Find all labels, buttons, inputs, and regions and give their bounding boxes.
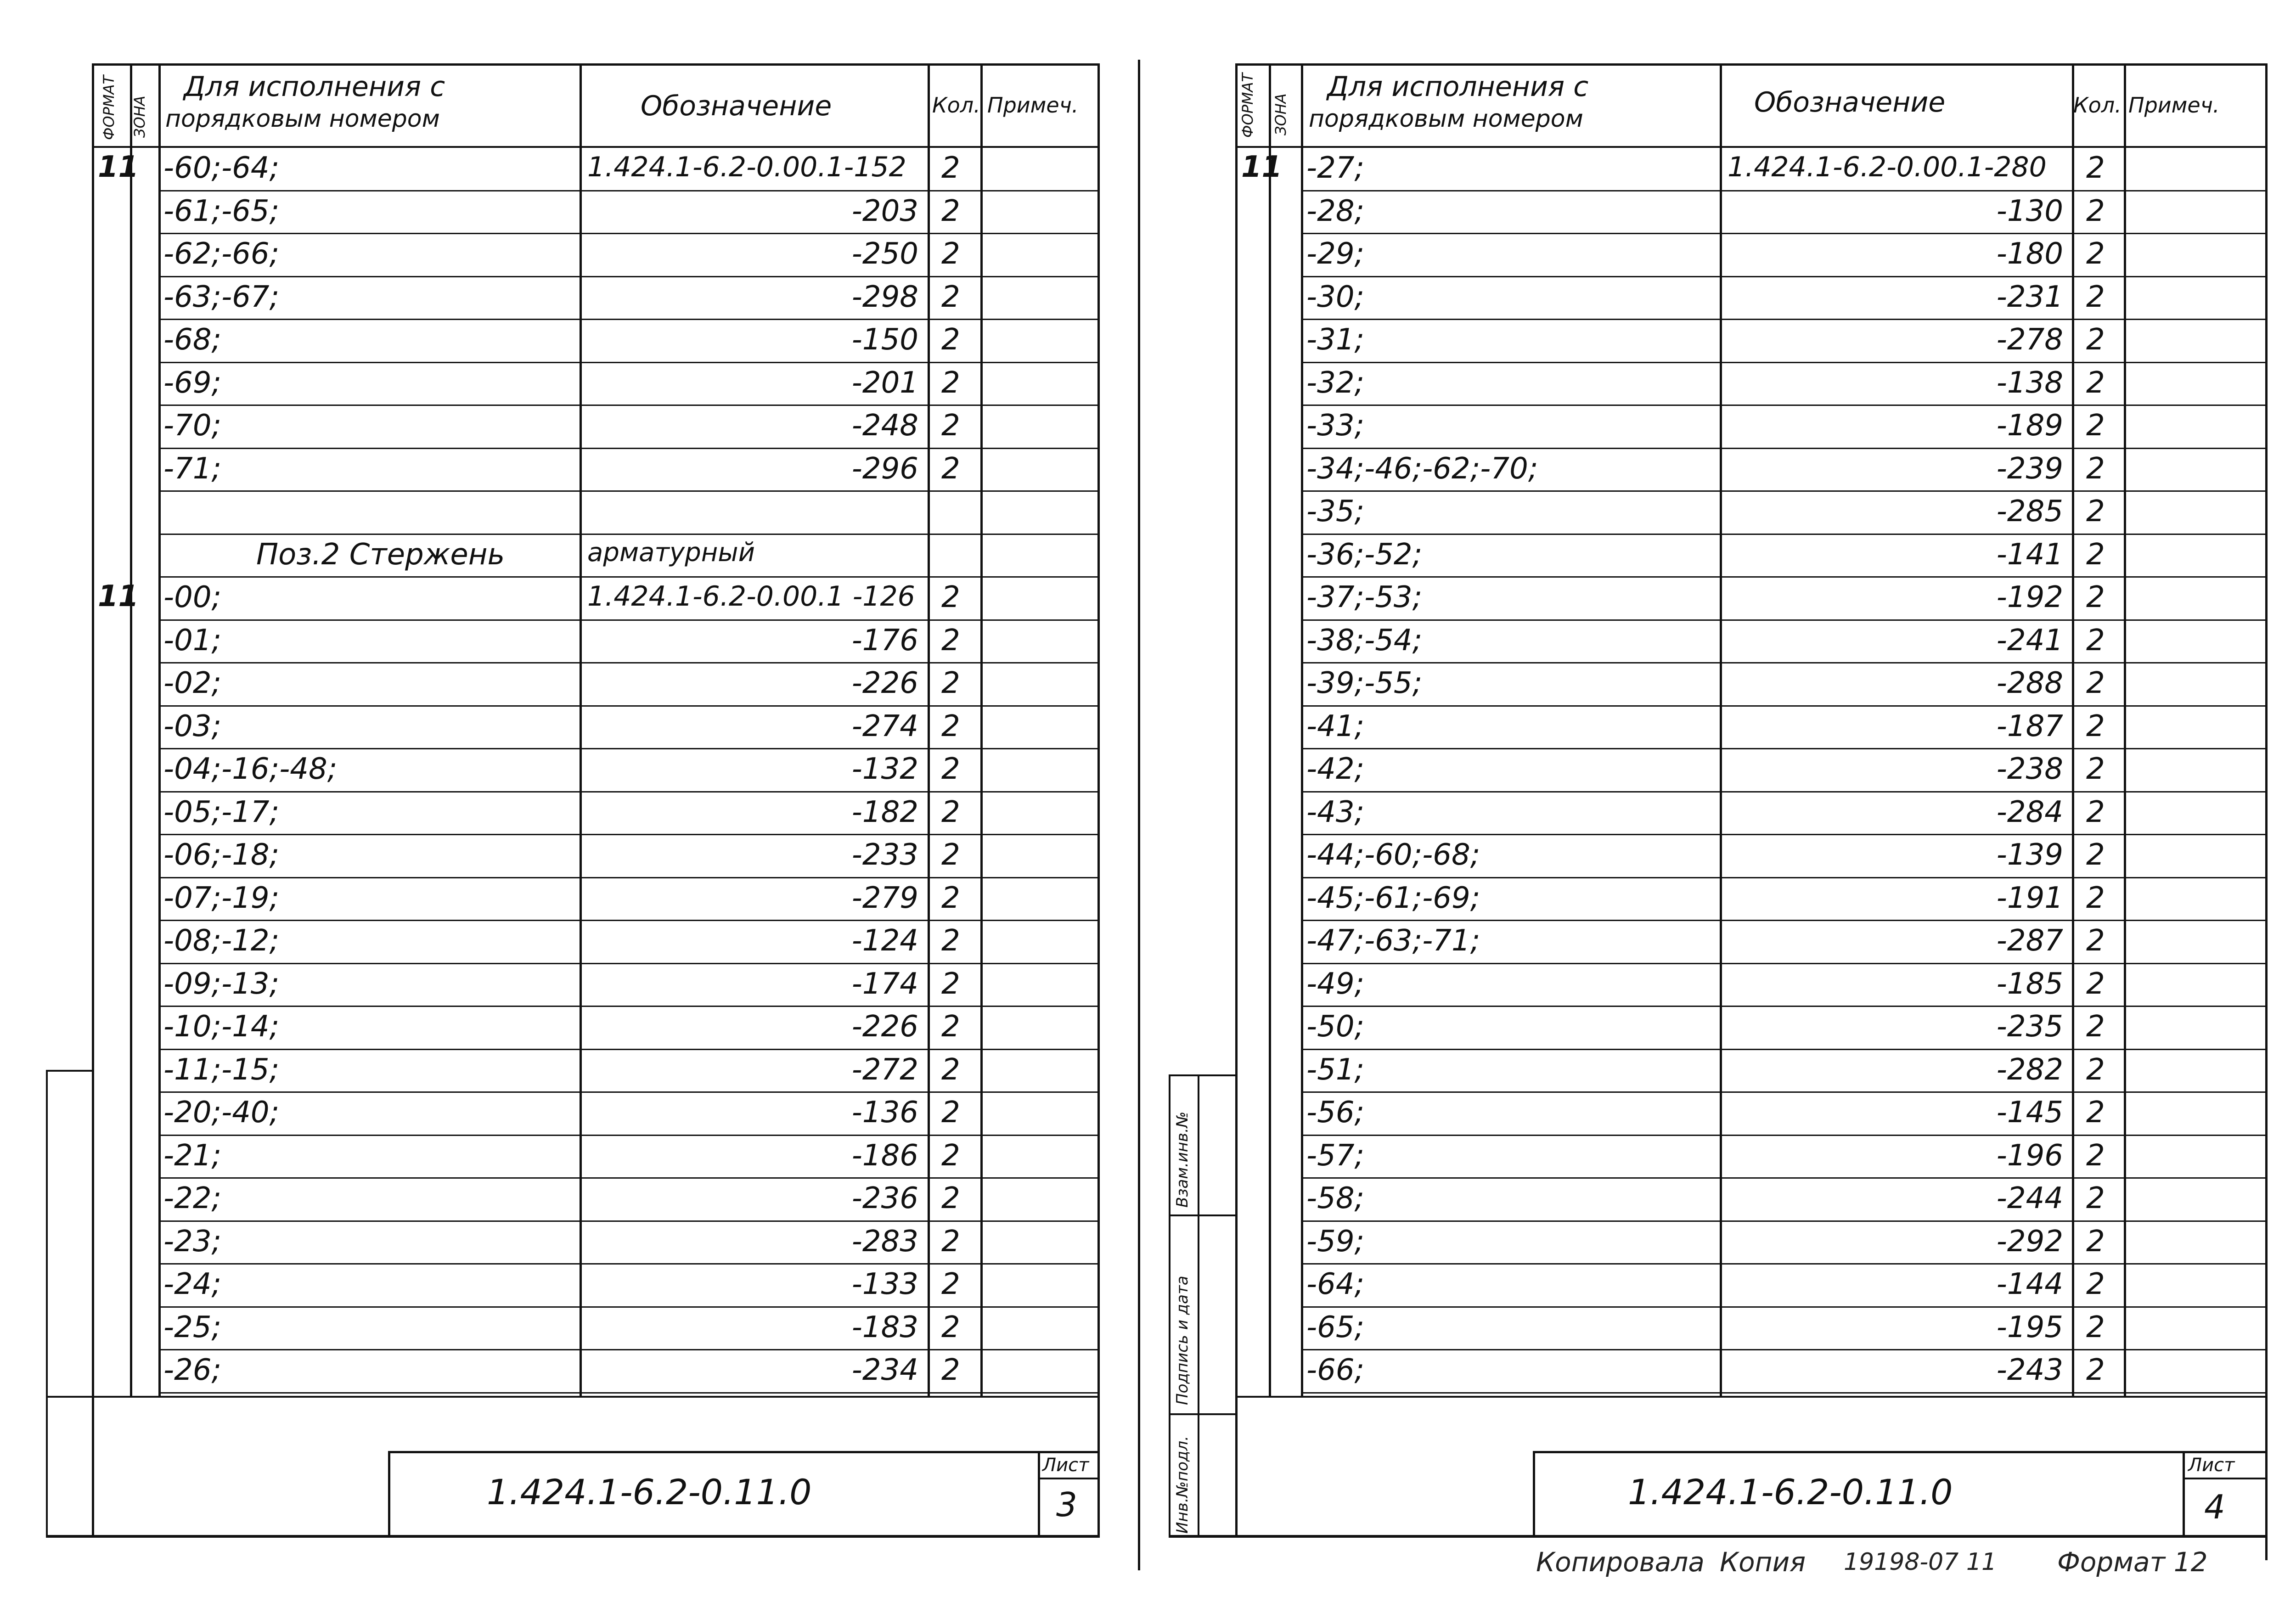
cell-qty: 2 (2086, 323, 2105, 357)
row-separator (1301, 877, 2268, 878)
cell-execution: -61;-65; (163, 194, 280, 228)
cell-qty: 2 (2086, 709, 2105, 743)
cell-designation: -185 (1996, 967, 2063, 1001)
cell-execution: -10;-14; (163, 1010, 280, 1044)
right-col-line-designation (2072, 63, 2074, 1397)
left-header-zone: ЗОНА (131, 96, 148, 138)
left-sheet-number: 3 (1056, 1485, 1077, 1524)
cell-qty: 2 (2086, 537, 2105, 572)
cell-designation: -139 (1996, 838, 2063, 872)
cell-designation: -192 (1996, 580, 2063, 614)
cell-execution: -01; (163, 623, 222, 658)
cell-execution: -27; (1306, 151, 1365, 185)
cell-qty: 2 (2086, 752, 2105, 786)
cell-execution: -58; (1306, 1181, 1365, 1215)
cell-execution: -47;-63;-71; (1306, 924, 1480, 958)
footer-copy: Копия (1720, 1546, 1806, 1578)
right-binding-strip-mid (1198, 1074, 1199, 1537)
cell-execution: -11;-15; (163, 1052, 280, 1087)
cell-execution: -09;-13; (163, 967, 280, 1001)
cell-designation: -130 (1996, 194, 2063, 228)
cell-execution: -28; (1306, 194, 1365, 228)
cell-designation: -226 (851, 666, 918, 700)
row-separator (1301, 748, 2268, 749)
cell-execution: -71; (163, 451, 222, 486)
cell-designation: -132 (851, 752, 918, 786)
cell-qty: 2 (941, 623, 960, 658)
cell-execution: -23; (163, 1224, 222, 1259)
cell-designation: 1.424.1-6.2-0.00.1 -126 (587, 580, 915, 613)
cell-qty: 2 (2086, 580, 2105, 614)
cell-designation: -124 (851, 924, 918, 958)
cell-designation: -243 (1996, 1353, 2063, 1387)
cell-execution: -24; (163, 1267, 222, 1301)
cell-qty: 2 (941, 451, 960, 486)
cell-designation: -203 (851, 194, 918, 228)
cell-qty: 2 (941, 1052, 960, 1087)
cell-qty: 2 (2086, 194, 2105, 228)
cell-qty: 2 (941, 194, 960, 228)
cell-designation: -183 (851, 1310, 918, 1344)
cell-execution: -56; (1306, 1096, 1365, 1130)
cell-execution: -39;-55; (1306, 666, 1423, 700)
cell-qty: 2 (2086, 924, 2105, 958)
cell-designation: -233 (851, 838, 918, 872)
row-separator (1301, 834, 2268, 835)
cell-qty: 2 (941, 838, 960, 872)
cell-designation: -283 (851, 1224, 918, 1259)
cell-designation: -234 (851, 1353, 918, 1387)
cell-execution: -02; (163, 666, 222, 700)
cell-designation: -182 (851, 795, 918, 829)
cell-qty: 2 (941, 1353, 960, 1387)
cell-execution: -70; (163, 409, 222, 443)
cell-execution: -03; (163, 709, 222, 743)
right-stamp-sheet-divider (2183, 1451, 2185, 1537)
right-binding-top (1169, 1074, 1238, 1076)
cell-designation: -186 (851, 1138, 918, 1173)
cell-designation: -284 (1996, 795, 2063, 829)
row-separator (1301, 319, 2268, 320)
cell-designation: -133 (851, 1267, 918, 1301)
cell-execution: -44;-60;-68; (1306, 838, 1480, 872)
cell-designation: -201 (851, 365, 918, 400)
cell-designation: -176 (851, 623, 918, 658)
right-col-line-qty (2124, 63, 2126, 1397)
cell-qty: 2 (941, 323, 960, 357)
cell-qty: 2 (2086, 237, 2105, 271)
cell-designation: -298 (851, 280, 918, 314)
cell-designation: -274 (851, 709, 918, 743)
right-sheet-outer-top-line (1235, 63, 2268, 66)
cell-execution: -41; (1306, 709, 1365, 743)
row-separator (1301, 963, 2268, 964)
cell-execution: -07;-19; (163, 881, 280, 915)
row-separator (1301, 1091, 2268, 1093)
cell-execution: -59; (1306, 1224, 1365, 1259)
right-header-qty: Кол. (2073, 93, 2122, 118)
row-separator (1301, 1220, 2268, 1222)
cell-designation: -250 (851, 237, 918, 271)
cell-qty: 2 (2086, 495, 2105, 528)
cell-execution: -34;-46;-62;-70; (1306, 451, 1538, 486)
cell-designation: -296 (851, 451, 918, 486)
right-binding-div-1 (1169, 1214, 1238, 1216)
row-separator (1301, 619, 2268, 621)
left-sheet-label: Лист (1042, 1455, 1089, 1476)
cell-execution: -22; (163, 1181, 222, 1215)
cell-qty: 2 (941, 1267, 960, 1301)
cell-execution: Поз.2 Стержень (256, 537, 505, 572)
cell-designation: -196 (1996, 1138, 2063, 1173)
row-separator (1301, 534, 2268, 535)
cell-designation: -236 (851, 1181, 918, 1215)
cell-execution: -51; (1306, 1052, 1365, 1087)
cell-execution: -06;-18; (163, 838, 280, 872)
cell-execution: -37;-53; (1306, 580, 1423, 614)
cell-execution: -65; (1306, 1310, 1365, 1344)
cell-qty: 2 (941, 709, 960, 743)
cell-designation: -145 (1996, 1096, 2063, 1130)
cell-execution: -32; (1306, 365, 1365, 400)
cell-execution: -63;-67; (163, 280, 280, 314)
cell-execution: -49; (1306, 967, 1365, 1001)
cell-qty: 2 (2086, 409, 2105, 443)
cell-designation: -239 (1996, 451, 2063, 486)
cell-designation: 1.424.1-6.2-0.00.1-152 (587, 151, 906, 183)
cell-execution: -45;-61;-69; (1306, 881, 1480, 915)
cell-qty: 2 (941, 1010, 960, 1044)
right-col-line-zone (1301, 63, 1303, 1397)
cell-execution: -62;-66; (163, 237, 280, 271)
cell-qty: 2 (941, 1096, 960, 1130)
cell-execution: -25; (163, 1310, 222, 1344)
right-header-note: Примеч. (2128, 93, 2220, 118)
cell-qty: 2 (2086, 838, 2105, 872)
right-stamp-code: 1.424.1-6.2-0.11.0 (1628, 1472, 1953, 1512)
cell-designation: 1.424.1-6.2-0.00.1-280 (1728, 151, 2047, 183)
left-header-note: Примеч. (987, 93, 1079, 118)
cell-qty: 2 (2086, 795, 2105, 829)
left-header-qty: Кол. (932, 93, 980, 118)
cell-qty: 2 (2086, 623, 2105, 658)
row-separator (1301, 1049, 2268, 1050)
cell-designation: -141 (1996, 537, 2063, 572)
cell-qty: 2 (941, 666, 960, 700)
cell-designation: -144 (1996, 1267, 2063, 1301)
cell-execution: -00; (163, 580, 222, 614)
cell-designation: -292 (1996, 1224, 2063, 1259)
cell-designation: -138 (1996, 365, 2063, 400)
row-separator (1301, 1177, 2268, 1179)
footer-format: Формат 12 (2057, 1546, 2208, 1578)
cell-designation: -226 (851, 1010, 918, 1044)
row-separator (1301, 1306, 2268, 1308)
cell-execution: -04;-16;-48; (163, 752, 338, 786)
cell-qty: 2 (2086, 1096, 2105, 1130)
cell-qty: 2 (941, 365, 960, 400)
row-separator (1301, 791, 2268, 793)
cell-designation: -189 (1996, 409, 2063, 443)
cell-designation: -282 (1996, 1052, 2063, 1087)
cell-execution: -08;-12; (163, 924, 280, 958)
right-table-bottom-line (1235, 1396, 2268, 1398)
cell-execution: -57; (1306, 1138, 1365, 1173)
right-header-exec-line1: Для исполнения с (1327, 71, 1589, 103)
cell-qty: 2 (2086, 280, 2105, 314)
right-binding-strip (1169, 1074, 1171, 1537)
cell-qty: 2 (941, 280, 960, 314)
cell-designation: -150 (851, 323, 918, 357)
row-separator (1301, 1392, 2268, 1394)
right-header-format: ФОРМАТ (1239, 73, 1256, 138)
right-sheet-number: 4 (2204, 1488, 2225, 1526)
left-header-exec-line1: Для исполнения с (184, 71, 445, 103)
right-stamp-sheet-label-line (2183, 1478, 2268, 1479)
cell-designation: -235 (1996, 1010, 2063, 1044)
right-col-line-format (1269, 63, 1271, 1397)
cell-designation: -241 (1996, 623, 2063, 658)
cell-execution: -26; (163, 1353, 222, 1387)
cell-designation: -191 (1996, 881, 2063, 915)
cell-designation: -288 (1996, 666, 2063, 700)
cell-qty: 2 (2086, 1010, 2105, 1044)
side-label-inv-orig: Инв.№подл. (1173, 1436, 1192, 1534)
row-separator (1301, 1135, 2268, 1136)
cell-designation: -278 (1996, 323, 2063, 357)
cell-qty: 2 (941, 1181, 960, 1215)
row-separator (1301, 190, 2268, 191)
cell-designation: -272 (851, 1052, 918, 1087)
left-header-exec-line2: порядковым номером (165, 105, 440, 133)
cell-designation: -195 (1996, 1310, 2063, 1344)
cell-format: 11 (98, 579, 139, 613)
cell-qty: 2 (2086, 1267, 2105, 1301)
cell-qty: 2 (2086, 151, 2105, 185)
right-binding-div-2 (1169, 1413, 1238, 1415)
row-separator (1301, 920, 2268, 921)
row-separator (1301, 576, 2268, 578)
cell-designation: -187 (1996, 709, 2063, 743)
cell-designation: -180 (1996, 237, 2063, 271)
cell-execution: -21; (163, 1138, 222, 1173)
cell-execution: -64; (1306, 1267, 1365, 1301)
cell-format: 11 (98, 150, 139, 184)
left-header-format: ФОРМАТ (100, 75, 118, 140)
cell-qty: 2 (941, 967, 960, 1001)
cell-execution: -43; (1306, 795, 1365, 829)
cell-qty: 2 (941, 1138, 960, 1173)
cell-designation: -174 (851, 967, 918, 1001)
cell-qty: 2 (941, 580, 960, 614)
cell-qty: 2 (2086, 1353, 2105, 1387)
cell-qty: 2 (941, 1310, 960, 1344)
row-separator (1301, 1006, 2268, 1007)
cell-qty: 2 (2086, 1310, 2105, 1344)
cell-execution: -69; (163, 365, 222, 400)
cell-execution: -42; (1306, 752, 1365, 786)
right-header-exec-line2: порядковым номером (1309, 105, 1583, 133)
right-sheet-label: Лист (2188, 1455, 2235, 1476)
right-header-bottom-line (1235, 146, 2268, 148)
cell-qty: 2 (2086, 1138, 2105, 1173)
side-label-replaced-inv: Взам.инв.№ (1173, 1111, 1192, 1208)
cell-execution: -36;-52; (1306, 537, 1423, 572)
cell-designation: -231 (1996, 280, 2063, 314)
cell-qty: 2 (2086, 365, 2105, 400)
cell-format: 11 (1241, 150, 1283, 184)
cell-execution: -38;-54; (1306, 623, 1423, 658)
left-header-designation: Обозначение (641, 90, 832, 122)
cell-execution: -68; (163, 323, 222, 357)
cell-qty: 2 (941, 924, 960, 958)
cell-designation: -248 (851, 409, 918, 443)
cell-designation: -279 (851, 881, 918, 915)
row-separator (1301, 705, 2268, 707)
row-separator (1301, 362, 2268, 363)
cell-qty: 2 (2086, 967, 2105, 1001)
cell-qty: 2 (941, 752, 960, 786)
cell-execution: -30; (1306, 280, 1365, 314)
left-stamp-code: 1.424.1-6.2-0.11.0 (487, 1472, 812, 1512)
cell-execution: -35; (1306, 495, 1365, 528)
cell-qty: 2 (2086, 1052, 2105, 1087)
cell-designation: -238 (1996, 752, 2063, 786)
row-separator (1301, 662, 2268, 663)
right-header-designation: Обозначение (1754, 86, 1946, 118)
right-sheet-outer-right-line (2265, 63, 2268, 1560)
cell-designation: -136 (851, 1096, 918, 1130)
right-sheet-outer-left-line (1235, 63, 1238, 1537)
cell-designation: арматурный (587, 537, 755, 568)
cell-designation: -285 (1996, 495, 2063, 528)
cell-qty: 2 (2086, 1224, 2105, 1259)
row-separator (1301, 448, 2268, 449)
cell-execution: -60;-64; (163, 151, 280, 185)
cell-qty: 2 (941, 795, 960, 829)
row-separator (1301, 1349, 2268, 1350)
cell-execution: -29; (1306, 237, 1365, 271)
cell-designation: -287 (1996, 924, 2063, 958)
cell-execution: -33; (1306, 409, 1365, 443)
row-separator (1301, 1263, 2268, 1265)
cell-qty: 2 (941, 881, 960, 915)
cell-designation: -244 (1996, 1181, 2063, 1215)
cell-qty: 2 (2086, 1181, 2105, 1215)
cell-execution: -20;-40; (163, 1096, 280, 1130)
row-separator (1301, 490, 2268, 492)
cell-execution: -50; (1306, 1010, 1365, 1044)
cell-execution: -31; (1306, 323, 1365, 357)
side-label-sign-date: Подпись и дата (1173, 1276, 1192, 1405)
cell-qty: 2 (941, 151, 960, 185)
right-header-zone: ЗОНА (1272, 93, 1289, 135)
cell-qty: 2 (941, 1224, 960, 1259)
cell-qty: 2 (2086, 451, 2105, 486)
cell-execution: -05;-17; (163, 795, 280, 829)
row-separator (1301, 276, 2268, 277)
row-separator (1301, 405, 2268, 406)
cell-execution: -66; (1306, 1353, 1365, 1387)
cell-qty: 2 (941, 237, 960, 271)
cell-qty: 2 (2086, 881, 2105, 915)
row-separator (1301, 233, 2268, 234)
cell-qty: 2 (2086, 666, 2105, 700)
cell-qty: 2 (941, 409, 960, 443)
footer-number: 19198-07 11 (1844, 1548, 1997, 1576)
footer-copied: Копировала (1536, 1546, 1705, 1578)
